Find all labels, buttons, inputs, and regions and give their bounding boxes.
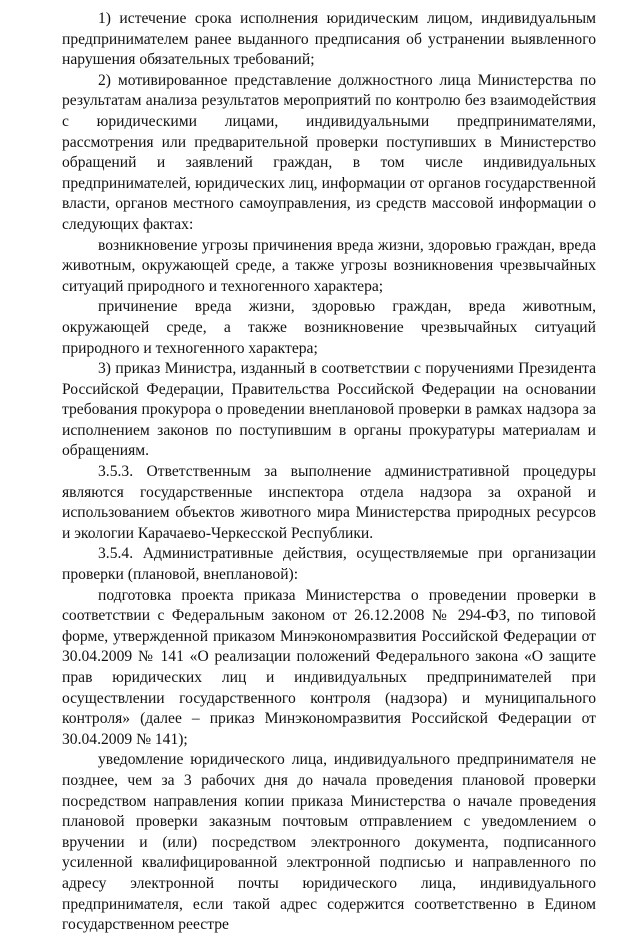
paragraph-3-5-3: 3.5.3. Ответственным за выполнение административной процедуры являются государственные инспектора отдела надзора за охраной и использованием объектов животного мира Министерства природных ресурсов и экологии Карачаево-Черкесской Республики.	[62, 463, 596, 542]
paragraph-harm-caused: причинение вреда жизни, здоровью граждан, вреда животным, окружающей среде, а также возникновение чрезвычайных ситуаций природного и техногенного характера;	[62, 298, 596, 357]
paragraph-minister-order: 3) приказ Министра, изданный в соответствии с поручениями Президента Российской Федерации, Правительства Российской Федерации на основании требования прокурора о проведении внеплановой проверки в рамках надзора за исполнением законов по поступившим в органы прокуратуры материалам и обращениям.	[62, 360, 596, 460]
paragraph-notification: уведомление юридического лица, индивидуального предпринимателя не позднее, чем за 3 рабочих дня до начала проведения плановой проверки посредством направления копии приказа Министерства о начале проведения плановой проверки заказным почтовым отправлением с уведомлением о вручении и (или) посредством электронного документа, подписанного усиленной квалифицированной электронной подписью и направленного по адресу электронной почты юридического лица, индивидуального предпринимателя, если такой адрес содержится соответственно в Едином государственном реестре	[62, 751, 596, 934]
paragraph-order-preparation: подготовка проекта приказа Министерства о проведении проверки в соответствии с Федеральным законом от 26.12.2008 № 294-ФЗ, по типовой форме, утвержденной приказом Минэкономразвития Российской Федерации от 30.04.2009 № 141 «О реализации положений Федерального закона «О защите прав юридических лиц и индивидуальных предпринимателей при осуществлении государственного контроля (надзора) и муниципального контроля» (далее – приказ Минэкономразвития Российской Федерации от 30.04.2009 № 141);	[62, 586, 596, 748]
paragraph-3-5-4: 3.5.4. Административные действия, осуществляемые при организации проверки (плановой, внеплановой):	[62, 545, 596, 584]
document-text	[62, 9, 596, 936]
paragraph-motivated-submission: 2) мотивированное представление должностного лица Министерства по результатам анализа результатов мероприятий по контролю без взаимодействия с юридическими лицами, индивидуальными предпринимателями, рассмотрения или предварительной проверки поступивших в Министерство обращений и заявлений граждан, в том числе индивидуальных предпринимателей, юридических лиц, информации от органов государственной власти, органов местного самоуправления, из средств массовой информации о следующих фактах:	[62, 71, 596, 233]
paragraph-expiry: 1) истечение срока исполнения юридическим лицом, индивидуальным предпринимателем ранее выданного предписания об устранении выявленного нарушения обязательных требований;	[62, 10, 596, 69]
paragraph-threat-of-harm: возникновение угрозы причинения вреда жизни, здоровью граждан, вреда животным, окружающей среде, а также угрозы возникновения чрезвычайных ситуаций природного и техногенного характера;	[62, 236, 596, 295]
